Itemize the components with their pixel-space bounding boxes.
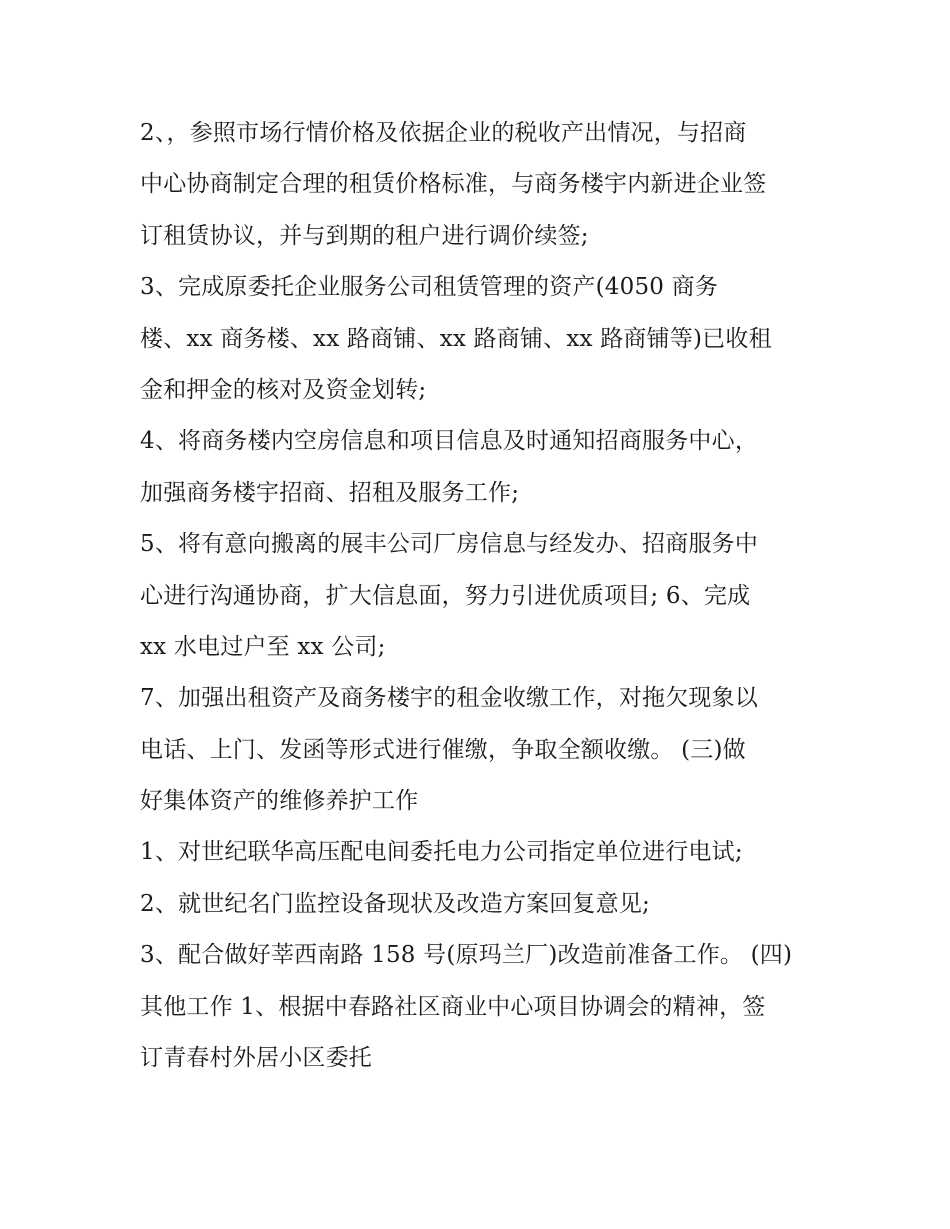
text-line: 好集体资产的维修养护工作 xyxy=(140,788,419,815)
text-line: 订青春村外居小区委托 xyxy=(140,1045,372,1072)
text-line: 心进行沟通协商，扩大信息面，努力引进优质项目; 6、完成 xyxy=(140,582,751,609)
text-line: 7、加强出租资产及商务楼宇的租金收缴工作，对拖欠现象以 xyxy=(140,685,759,712)
text-line: 金和押金的核对及资金划转; xyxy=(140,376,427,403)
text-line: 楼、xx 商务楼、xx 路商铺、xx 路商铺、xx 路商铺等)已收租 xyxy=(140,325,772,352)
text-line: 5、将有意向搬离的展丰公司厂房信息与经发办、招商服务中 xyxy=(140,531,759,558)
text-line: 订租赁协议，并与到期的租户进行调价续签; xyxy=(140,222,589,249)
document-body xyxy=(140,108,820,1084)
text-line: 3、配合做好莘西南路 158 号(原玛兰厂)改造前准备工作。 (四) xyxy=(140,942,793,969)
text-line: 2、，参照市场行情价格及依据企业的税收产出情况，与招商 xyxy=(140,120,747,146)
text-line: 中心协商制定合理的租赁价格标准，与商务楼宇内新进企业签 xyxy=(140,171,767,198)
text-line: 3、完成原委托企业服务公司租赁管理的资产(4050 商务 xyxy=(140,274,719,301)
text-line: 4、将商务楼内空房信息和项目信息及时通知招商服务中心， xyxy=(140,428,759,455)
text-line: 其他工作 1、根据中春路社区商业中心项目协调会的精神，签 xyxy=(140,993,766,1020)
text-line: 加强商务楼宇招商、招租及服务工作; xyxy=(140,479,520,506)
text-line: 电话、上门、发函等形式进行催缴，争取全额收缴。 (三)做 xyxy=(140,736,746,763)
text-line: 1、对世纪联华高压配电间委托电力公司指定单位进行电试; xyxy=(140,839,743,866)
text-line: 2、就世纪名门监控设备现状及改造方案回复意见; xyxy=(140,890,650,917)
text-line: xx 水电过户至 xx 公司; xyxy=(140,633,386,660)
